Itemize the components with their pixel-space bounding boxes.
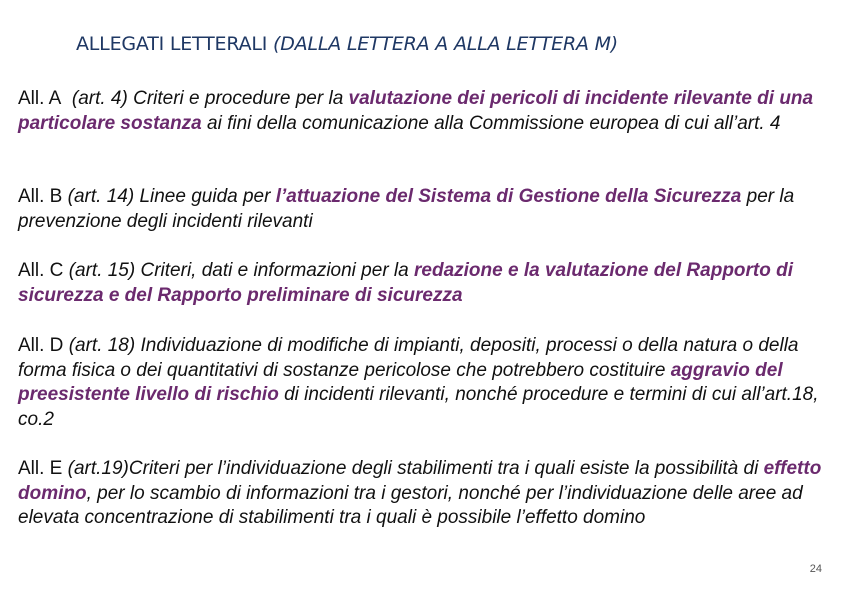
allegato-text-2: per la prevenzione degli incidenti rilevanti [18, 186, 795, 232]
allegato-label: All. D [18, 335, 64, 356]
allegato-highlight: aggravio del preesistente livello di rischio [18, 359, 783, 405]
title-main: ALLEGATI LETTERALI [76, 33, 268, 55]
allegato-ref: (art. 15) [68, 260, 136, 281]
allegato-ref: (art.19) [67, 458, 129, 479]
allegato-b [18, 185, 833, 234]
allegato-ref: (art. 4) [71, 88, 128, 109]
allegato-highlight: l’attuazione del Sistema di Gestione della Sicurezza [275, 186, 742, 207]
allegato-ref: (art. 14) [67, 186, 135, 207]
allegato-label: All. B [18, 186, 63, 207]
allegato-highlight: redazione e la valutazione del Rapporto di sicurezza e del Rapporto preliminare di sicurezza [18, 260, 794, 306]
allegato-text-2: di incidenti rilevanti, nonché procedure e termini di cui all’art.18, co.2 [18, 384, 819, 430]
allegato-label: All. E [18, 458, 63, 479]
allegato-text-2: , per lo scambio di informazioni tra i gestori, nonché per l’individuazione delle aree ad elevata concentrazione di stabilimenti tra i quali è possibile l’effetto domino [18, 482, 803, 528]
allegato-text: Criteri e procedure per la [127, 88, 349, 109]
allegato-text: Linee guida per [134, 186, 276, 207]
allegato-text: Criteri, dati e informazioni per la [135, 260, 414, 281]
allegato-d [18, 334, 833, 432]
allegato-label: All. A [18, 88, 62, 109]
allegato-label: All. C [18, 260, 64, 281]
allegato-e [18, 457, 833, 531]
page-number: 24 [809, 563, 822, 575]
allegato-text-2: ai fini della comunicazione alla Commissione europea di cui all’art. 4 [201, 112, 781, 134]
allegato-highlight: valutazione dei pericoli di incidente rilevante di una particolare sostanza [18, 88, 814, 134]
allegato-ref: (art. 18) [68, 335, 136, 356]
allegato-a [18, 87, 833, 136]
title-subtitle: (DALLA LETTERA A ALLA LETTERA M) [273, 33, 619, 55]
slide-title [76, 33, 618, 55]
allegato-text: Individuazione di modifiche di impianti, depositi, processi o della natura o della forma fisica o dei quantitativi di sostanze pericolose che potrebbero costituire [18, 335, 799, 381]
allegato-c [18, 259, 833, 308]
allegato-highlight: effetto domino [18, 458, 822, 504]
allegato-text: Criteri per l’individuazione degli stabilimenti tra i quali esiste la possibilità di [128, 458, 764, 479]
